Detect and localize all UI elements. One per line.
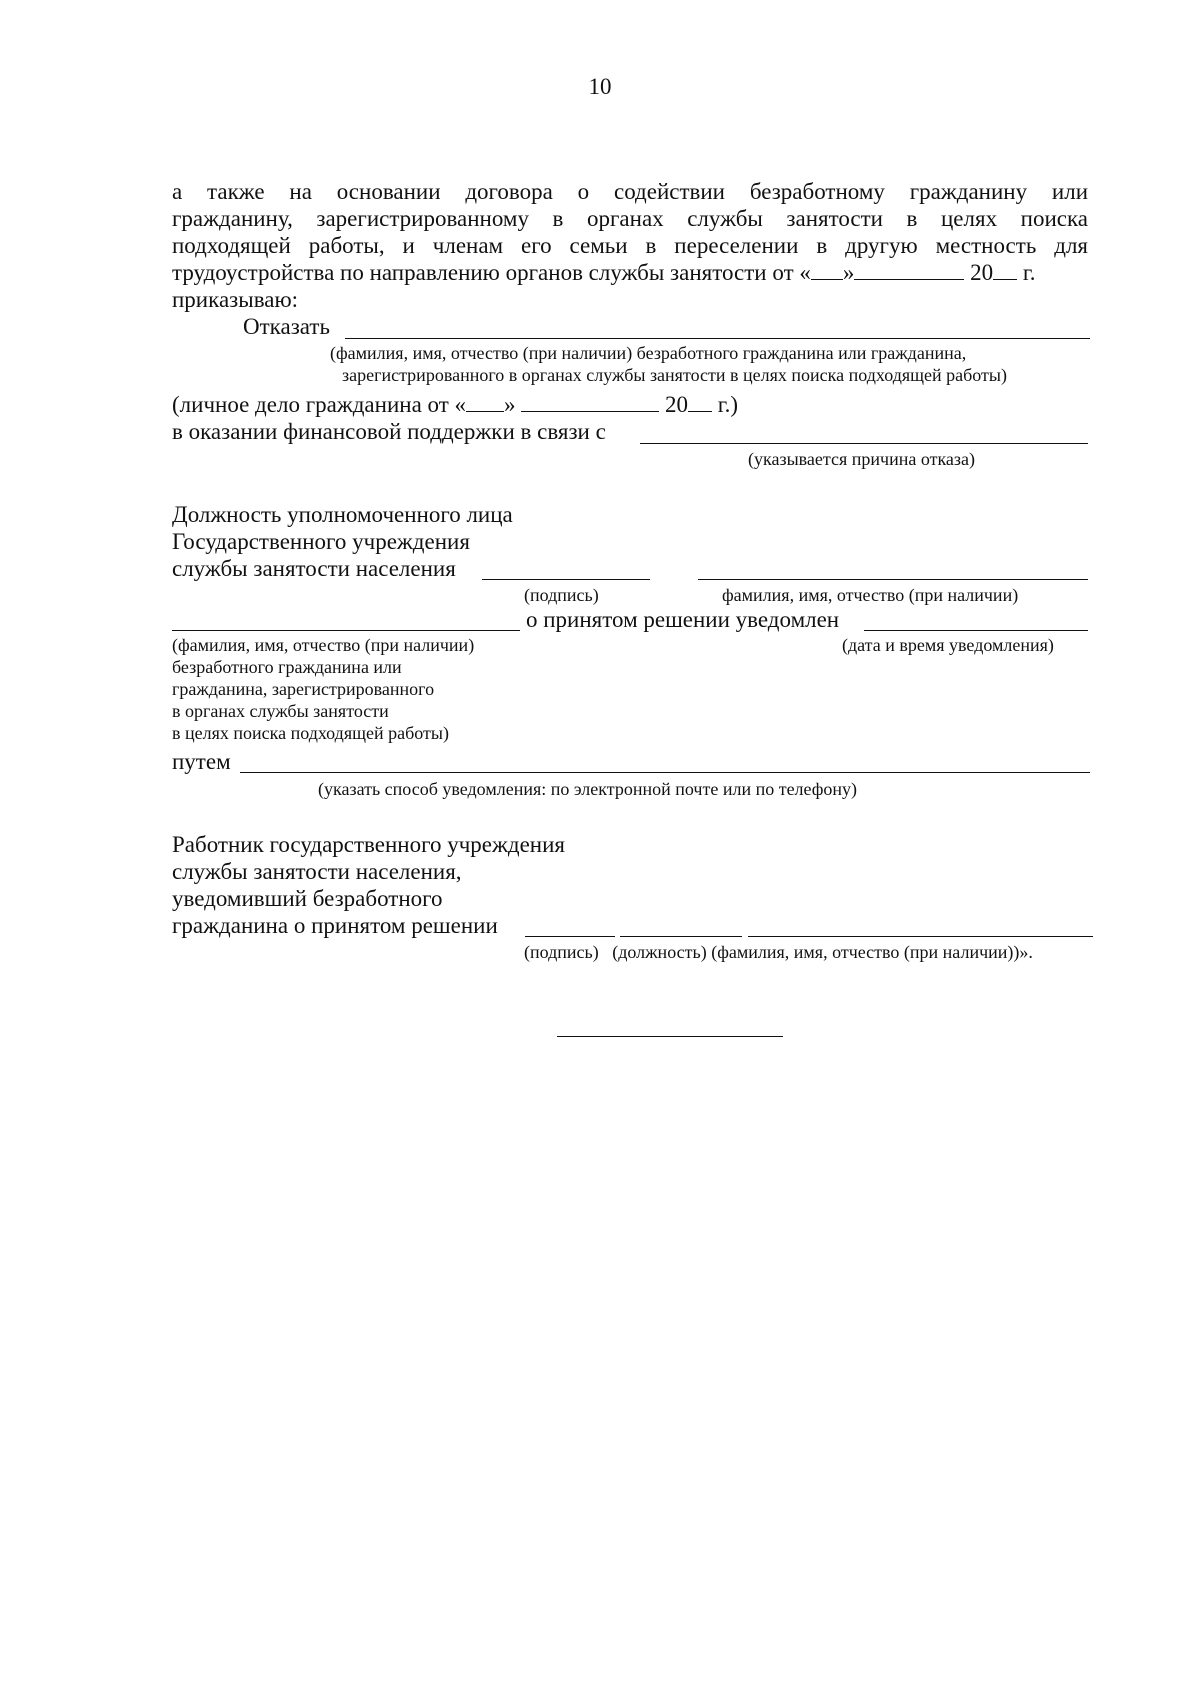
intro-line-4-text: трудоустройства по направлению органов службы занятости от «	[172, 260, 811, 285]
case-prefix: (личное дело гражданина от «	[172, 392, 467, 417]
case-line	[172, 391, 738, 418]
day-blank[interactable]	[811, 261, 843, 280]
page-number: 10	[588, 74, 612, 99]
notified-caption-4: в органах службы занятости	[172, 701, 389, 721]
case-day-blank[interactable]	[466, 393, 504, 412]
employee-name-line[interactable]	[748, 936, 1093, 937]
year-blank[interactable]	[993, 261, 1017, 280]
employee-line-1: Работник государственного учреждения	[172, 832, 565, 857]
official-line-3: службы занятости населения	[172, 556, 456, 581]
case-year-suffix: г.)	[712, 392, 739, 417]
case-year-blank[interactable]	[688, 393, 712, 412]
employee-position-line[interactable]	[620, 936, 742, 937]
intro-line-1: а также на основании договора о содействии безработному гражданину или	[172, 179, 1088, 204]
method-line[interactable]	[240, 772, 1090, 773]
refuse-caption-1: (фамилия, имя, отчество (при наличии) безработного гражданина или гражданина,	[330, 343, 967, 363]
method-label: путем	[172, 749, 231, 774]
employee-line-4: гражданина о принятом решении	[172, 913, 498, 938]
official-name-caption: фамилия, имя, отчество (при наличии)	[722, 585, 1019, 605]
quote-close: »	[842, 260, 855, 285]
notified-caption-3: гражданина, зарегистрированного	[172, 679, 435, 699]
employee-signature-line[interactable]	[525, 936, 615, 937]
notified-datetime-line[interactable]	[864, 630, 1088, 631]
refuse-name-line[interactable]	[345, 338, 1090, 339]
official-line-1: Должность уполномоченного лица	[172, 502, 513, 527]
intro-line-4	[172, 259, 1035, 286]
method-caption: (указать способ уведомления: по электронной почте или по телефону)	[318, 779, 858, 799]
year-suffix: г.	[1017, 260, 1036, 285]
refuse-label: Отказать	[243, 314, 330, 339]
employee-line-3: уведомивший безработного	[172, 886, 443, 911]
order-word: приказываю:	[172, 287, 299, 312]
notified-name-line[interactable]	[172, 630, 520, 631]
year-prefix: 20	[970, 260, 994, 285]
official-signature-caption: (подпись)	[524, 585, 599, 605]
reason-caption: (указывается причина отказа)	[748, 449, 976, 469]
notified-caption-5: в целях поиска подходящей работы)	[172, 723, 449, 743]
notified-label: о принятом решении уведомлен	[526, 607, 840, 632]
official-signature-line[interactable]	[482, 579, 650, 580]
case-month-blank[interactable]	[521, 393, 659, 412]
official-name-line[interactable]	[698, 579, 1088, 580]
employee-line-2: службы занятости населения,	[172, 859, 462, 884]
intro-line-2: гражданину, зарегистрированному в органах службы занятости в целях поиска	[172, 206, 1088, 231]
month-blank[interactable]	[854, 261, 964, 280]
intro-line-3: подходящей работы, и членам его семьи в переселении в другую местность для	[172, 233, 1088, 258]
case-quote-close: »	[504, 392, 516, 417]
closing-divider	[557, 1036, 783, 1037]
notified-caption-1: (фамилия, имя, отчество (при наличии)	[172, 635, 475, 655]
refuse-caption-2: зарегистрированного в органах службы занятости в целях поиска подходящей работы)	[342, 365, 1007, 385]
employee-captions: (подпись) (должность) (фамилия, имя, отчество (при наличии))».	[524, 942, 1033, 962]
official-line-2: Государственного учреждения	[172, 529, 470, 554]
reason-line[interactable]	[640, 443, 1088, 444]
notified-datetime-caption: (дата и время уведомления)	[842, 635, 1054, 655]
reason-label: в оказании финансовой поддержки в связи с	[172, 419, 606, 444]
case-year-prefix: 20	[665, 392, 689, 417]
notified-caption-2: безработного гражданина или	[172, 657, 402, 677]
